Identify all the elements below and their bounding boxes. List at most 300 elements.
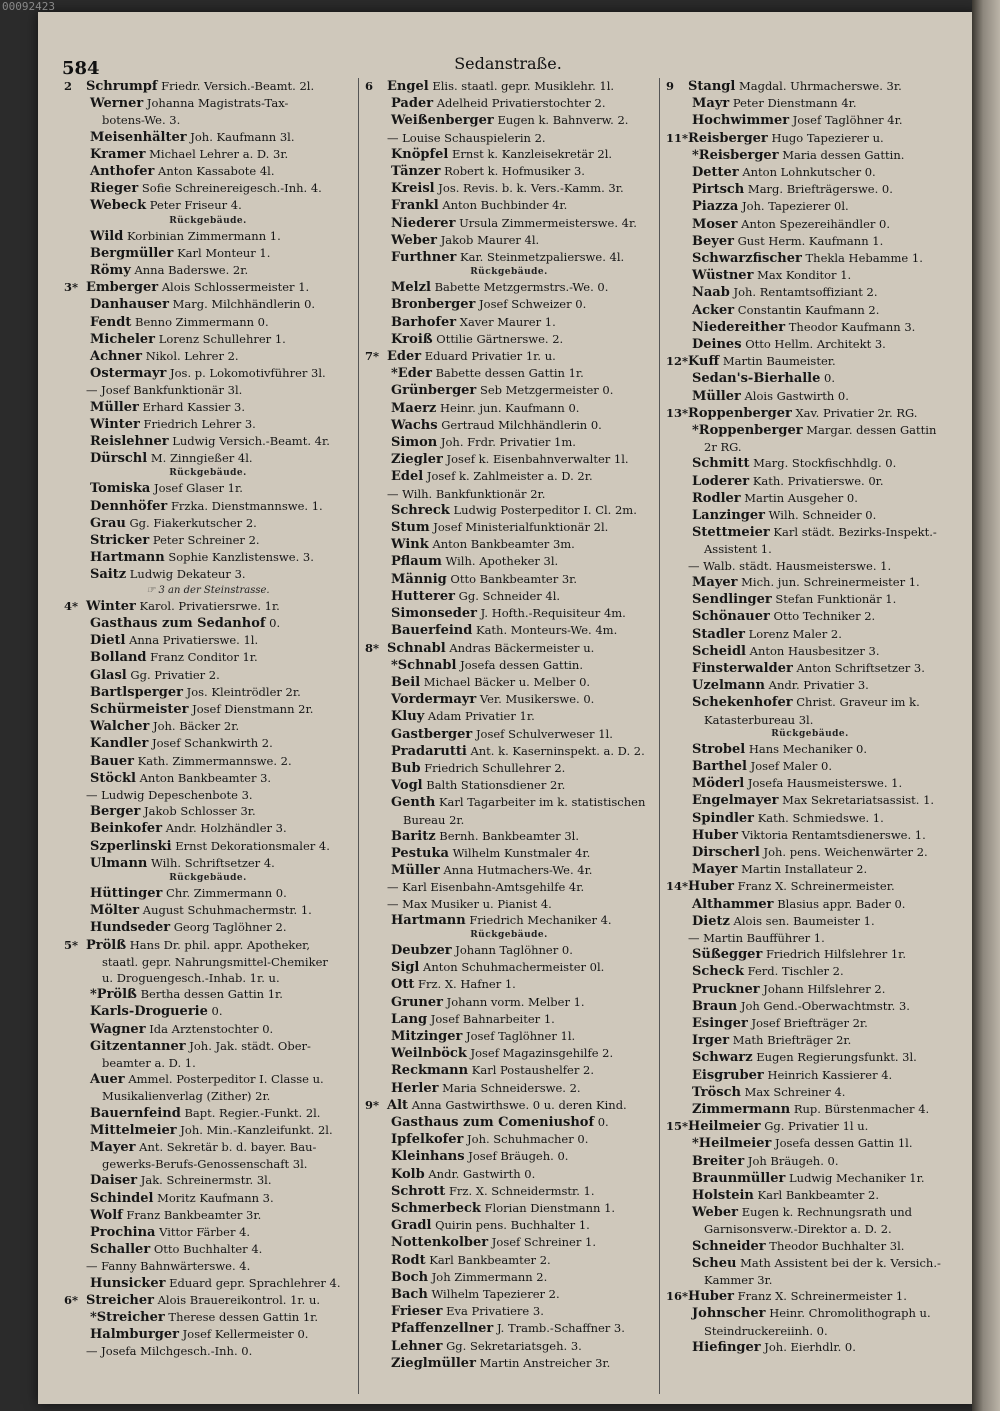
street-title: Sedanstraße. [454,54,562,73]
resident-details: Joh. Schuhmacher 0. [467,1132,589,1147]
resident-entry [64,1309,352,1326]
resident-details: Josefa dessen Gattin. [460,657,583,672]
resident-details: Babette dessen Gattin 1r. [435,366,584,381]
resident-name: Ziegler [391,452,443,468]
resident-details: Lorenz Schullehrer 1. [158,331,286,346]
resident-name: Emberger [86,280,159,296]
resident-details: Marg. Stockfischhdlg. 0. [753,456,897,471]
resident-details: Martin Installateur 2. [741,862,868,877]
resident-entry [365,400,653,417]
resident-entry [365,279,653,296]
resident-name: Walcher [90,719,150,735]
resident-name: Bronberger [391,297,476,313]
resident-details: Joh. Frdr. Privatier 1m. [440,435,576,450]
resident-entry [64,348,352,365]
book-edge [972,0,1000,1411]
resident-entry [365,674,653,691]
resident-entry [64,180,352,197]
resident-details: Joh Gend.-Oberwachtmstr. 3. [740,998,910,1013]
resident-entry [64,820,352,837]
resident-name: Deines [692,337,742,353]
resident-name: Stum [391,520,430,536]
resident-entry [666,574,954,591]
resident-name: Weißenberger [391,113,494,129]
resident-entry [64,770,352,787]
resident-entry [365,451,653,468]
resident-name: Roppenberger [688,405,792,421]
resident-entry [666,677,954,694]
resident-entry [365,468,653,485]
resident-entry [64,885,352,902]
entry-relative: — Max Musiker u. Pianist 4. [387,896,552,911]
resident-name: Römy [90,263,131,279]
resident-name: Halmburger [90,1327,180,1343]
resident-entry [64,163,352,180]
resident-details: Wilhelm Tapezierer 2. [431,1287,560,1302]
resident-details: 0. [269,615,281,630]
resident-entry [666,758,954,775]
resident-name: Piazza [692,199,739,215]
resident-entry [666,1204,954,1221]
resident-details: Lorenz Maler 2. [748,626,842,641]
resident-name: Bauerfeind [391,623,473,639]
resident-details: Magdal. Uhrmacherswe. 3r. [738,79,902,93]
resident-details: Benno Zimmermann 0. [135,314,269,329]
resident-entry [666,626,954,643]
resident-name: Bartlsperger [90,684,183,700]
resident-entry [64,416,352,433]
resident-details: Blasius appr. Bader 0. [777,896,906,911]
resident-name: Nottenkolber [391,1235,489,1251]
resident-name: Bergmüller [90,245,174,261]
resident-details: Otto Techniker 2. [773,609,876,624]
resident-details: Moritz Kaufmann 3. [157,1190,274,1205]
resident-details: Eugen k. Bahnverw. 2. [497,113,629,128]
resident-name: Möderl [692,776,745,792]
resident-name: Schönauer [692,609,770,625]
resident-name: Szperlinski [90,838,172,854]
resident-details: Math Assistent bei der k. Versich.- [740,1255,941,1270]
resident-details: Josef Ministerialfunktionär 2l. [433,520,609,535]
resident-entry [64,450,352,467]
resident-name: Frieser [391,1304,443,1320]
resident-details: Josef Magazinsgehilfe 2. [470,1046,614,1061]
house-number: 5* [64,937,79,952]
resident-details: Viktoria Rentamtsdienerswe. 1. [741,827,926,842]
resident-name: Furthner [391,250,457,266]
resident-details: Max Sekretariatsassist. 1. [782,793,935,808]
resident-entry [64,1122,352,1139]
resident-details: Therese dessen Gattin 1r. [168,1310,319,1325]
resident-name: Ulmann [90,855,148,871]
resident-name: Prochina [90,1225,156,1240]
resident-name: Hartmann [391,912,466,928]
resident-entry [64,279,352,296]
resident-entry [365,1028,653,1045]
resident-details: Eugen k. Rechnungsrath und [741,1205,913,1220]
resident-entry [666,1067,954,1084]
resident-name: Prölß [86,937,127,953]
resident-details: Alois Brauereikontrol. 1r. u. [157,1292,321,1307]
resident-entry [64,1021,352,1038]
resident-entry [365,1166,653,1183]
resident-entry [666,388,954,405]
resident-details: Friedr. Versich.-Beamt. 2l. [161,79,315,93]
entry-relative: — Karl Eisenbahn-Amtsgehilfe 4r. [387,880,585,895]
resident-name: Eisgruber [692,1067,764,1083]
resident-details: Xav. Privatier 2r. RG. [795,405,918,420]
resident-entry [365,1234,653,1251]
resident-name: Lanzinger [692,508,765,524]
resident-name: Glasl [90,667,127,683]
resident-details: M. Zinngießer 4l. [150,451,253,466]
entry-continuation: Kammer 3r. [704,1273,773,1288]
entry-continuation: Musikalienverlag (Zither) 2r. [102,1089,271,1104]
cross-reference-note: ☞ 3 an der Steinstrasse. [146,584,270,596]
resident-entry [365,197,653,214]
resident-details: Frz. X. Hafner 1. [418,977,516,992]
resident-details: Franz X. Schreinermeister 1. [737,1289,907,1304]
resident-name: Frankl [391,198,439,214]
entry-relative: — Walb. städt. Hausmeisterswe. 1. [688,558,892,573]
resident-name: Kramer [90,146,146,162]
resident-name: Braunmüller [692,1170,786,1186]
resident-details: Chr. Zimmermann 0. [166,885,287,900]
resident-entry [64,95,352,112]
resident-name: Dietl [90,633,126,649]
resident-name: Holstein [692,1188,754,1203]
resident-entry [666,1238,954,1255]
resident-entry [666,1084,954,1101]
resident-name: *Eder [391,366,432,382]
resident-name: Beyer [692,233,734,249]
resident-name: Strobel [692,741,746,757]
resident-details: Karl Monteur 1. [177,245,271,260]
resident-entry [666,643,954,660]
resident-entry [365,605,653,622]
resident-name: Trösch [692,1084,741,1100]
resident-entry [666,490,954,507]
resident-name: Acker [692,302,735,318]
resident-entry [365,180,653,197]
resident-name: Mayer [692,574,738,590]
resident-entry [365,862,653,879]
resident-details: Robert k. Hofmusiker 3. [444,164,585,179]
resident-details: Anna Hutmachers-We. 4r. [443,863,593,878]
resident-details: Friedrich Mechaniker 4. [469,912,612,927]
resident-details: Gust Herm. Kaufmann 1. [737,233,884,248]
resident-name: *Reisberger [692,147,779,163]
resident-entry [64,1207,352,1224]
resident-name: Mölter [90,903,140,919]
resident-details: Bertha dessen Gattin 1r. [140,987,283,1002]
resident-details: Anton Kassabote 4l. [158,164,275,179]
resident-name: Tomiska [90,481,151,497]
resident-entry [666,827,954,844]
resident-details: Frzka. Dienstmannswe. 1. [170,498,323,513]
resident-name: *Streicher [90,1310,165,1326]
resident-details: Josef k. Eisenbahnverwalter 1l. [446,452,629,467]
resident-entry [365,1286,653,1303]
resident-name: Streicher [86,1292,154,1308]
resident-entry [365,417,653,434]
resident-details: Sophie Kanzlistenswe. 3. [168,550,314,565]
resident-entry [666,267,954,284]
resident-details: Josef Schweizer 0. [479,297,587,312]
resident-name: Pfaffenzellner [391,1321,494,1337]
house-number: 14* [666,879,689,894]
resident-name: Edel [391,469,424,485]
column-2 [358,78,659,1394]
resident-entry [365,78,653,95]
resident-details: Michael Bäcker u. Melber 0. [423,674,591,689]
entry-relative: — Ludwig Depeschenbote 3. [86,787,253,802]
resident-entry [365,1114,653,1131]
resident-details: Kar. Steinmetzpalierswe. 4l. [460,250,625,265]
resident-name: Müller [90,399,139,415]
resident-details: Friedrich Lehrer 3. [143,416,256,431]
resident-name: Scheu [692,1255,737,1271]
resident-details: Adam Privatier 1r. [427,709,535,724]
resident-details: Friedrich Schullehrer 2. [424,760,566,775]
resident-details: Jos. Kleintrödler 2r. [186,684,301,699]
resident-name: Rodler [692,490,741,506]
resident-entry [666,1118,954,1135]
resident-name: Dürschl [90,451,148,467]
resident-details: 0. [597,1114,609,1129]
entry-continuation: u. Droguengesch.-Inhab. 1r. u. [102,970,280,985]
resident-name: Daiser [90,1173,138,1189]
resident-details: Karol. Privatiersrwe. 1r. [139,598,280,613]
resident-name: Karls-Droguerie [90,1004,208,1020]
resident-name: Barthel [692,758,747,774]
resident-details: Joh. Eierhdlr. 0. [764,1339,856,1354]
house-number: 4* [64,598,79,613]
resident-details: Quirin pens. Buchhalter 1. [435,1218,590,1233]
house-number: 6* [64,1292,79,1307]
resident-details: Gg. Privatier 1l u. [764,1119,869,1134]
resident-entry [365,146,653,163]
resident-details: Elis. staatl. gepr. Musiklehr. 1l. [432,79,615,93]
resident-name: Kreisl [391,181,435,197]
resident-name: Achner [90,349,143,365]
resident-details: Bapt. Regier.-Funkt. 2l. [184,1105,321,1120]
resident-entry [666,1255,954,1272]
resident-entry [666,164,954,181]
resident-name: Breiter [692,1153,745,1169]
resident-details: Kath. Zimmermannswe. 2. [137,753,292,768]
resident-entry [666,1187,954,1204]
resident-details: Martin Anstreicher 3r. [479,1355,611,1370]
resident-entry [64,1326,352,1343]
resident-details: Anton Schriftsetzer 3. [796,660,925,675]
resident-entry [64,296,352,313]
house-number: 3* [64,280,79,295]
resident-entry [365,249,653,266]
resident-name: Sedan's-Bierhalle [692,371,821,387]
resident-name: Vordermayr [391,692,477,708]
resident-entry [666,591,954,608]
resident-details: Joh. Tapezierer 0l. [741,199,849,214]
resident-name: Deubzer [391,942,452,958]
column-1 [58,78,358,1394]
resident-details: Karl städt. Bezirks-Inspekt.- [773,525,937,540]
resident-name: Niederer [391,215,456,231]
resident-details: Josef Glaser 1r. [153,481,243,496]
resident-entry [64,701,352,718]
resident-name: Eder [387,349,422,365]
resident-entry [365,553,653,570]
resident-name: Herler [391,1080,439,1096]
resident-entry [666,1015,954,1032]
resident-entry [365,657,653,674]
resident-details: Ludwig Dekateur 3. [129,567,246,582]
resident-name: Alt [387,1097,409,1113]
resident-name: Fendt [90,314,132,330]
resident-entry [666,216,954,233]
resident-entry [666,405,954,422]
resident-details: Joh Zimmermann 2. [431,1269,548,1284]
resident-name: Dirscherl [692,844,760,860]
resident-name: Stöckl [90,770,136,786]
resident-details: Maria dessen Gattin. [782,147,905,162]
resident-entry [64,649,352,666]
section-heading: Rückgebäude. [470,929,548,940]
resident-details: Michael Lehrer a. D. 3r. [149,146,289,161]
resident-details: Alois Schlossermeister 1. [161,280,310,295]
resident-details: Marg. Milchhändlerin 0. [172,297,316,312]
resident-entry [365,1097,653,1114]
entry-relative: — Josef Bankfunktionär 3l. [86,383,243,398]
resident-details: Karl Bankbeamter 2. [429,1252,551,1267]
resident-name: Schmitt [692,456,750,472]
resident-details: Frz. X. Schneidermstr. 1. [448,1183,595,1198]
resident-entry [64,1105,352,1122]
resident-entry [365,622,653,639]
resident-details: Florian Dienstmann 1. [484,1201,616,1215]
resident-entry [64,1224,352,1241]
resident-name: Hochwimmer [692,113,790,129]
resident-name: Müller [692,388,741,404]
resident-name: Lang [391,1011,428,1027]
resident-entry [64,498,352,515]
resident-details: Martin Baumeister. [722,354,836,369]
resident-name: Dennhöfer [90,498,168,514]
section-heading: Rückgebäude. [169,215,247,226]
resident-name: Hartmann [90,550,165,566]
resident-name: Pflaum [391,554,442,570]
resident-entry [365,434,653,451]
resident-details: Eduard gepr. Sprachlehrer 4. [169,1275,341,1290]
resident-name: Kandler [90,736,149,752]
resident-name: Stettmeier [692,525,770,541]
resident-entry [365,163,653,180]
resident-entry [365,1303,653,1320]
resident-details: Eva Privatiere 3. [446,1304,544,1319]
resident-details: Ottilie Gärtnerswe. 2. [436,331,564,346]
resident-name: Wagner [90,1021,146,1037]
resident-details: Gg. Schneider 4l. [458,588,561,603]
resident-entry [666,302,954,319]
page-header [58,50,958,78]
entry-continuation: Garnisonsverw.-Direktor a. D. 2. [704,1222,892,1237]
resident-name: Simon [391,435,438,451]
resident-name: Pradarutti [391,743,467,759]
resident-entry [64,632,352,649]
resident-entry [64,566,352,583]
resident-entry [64,262,352,279]
resident-entry [365,571,653,588]
resident-details: Heinr. jun. Kaufmann 0. [439,400,580,415]
resident-entry [666,1305,954,1322]
resident-name: Weber [391,232,438,248]
house-number: 13* [666,405,689,420]
resident-name: Schreck [391,502,450,518]
resident-entry [64,78,352,95]
resident-details: 0. [824,371,836,386]
resident-entry [365,976,653,993]
resident-details: Anna Gastwirthswe. 0 u. deren Kind. [411,1097,627,1112]
resident-details: Anton Schuhmachermeister 0l. [423,960,605,975]
entry-continuation: Katasterbureau 3l. [704,712,814,727]
resident-name: Pruckner [692,981,760,997]
resident-details: Anton Hausbesitzer 3. [749,643,880,658]
entry-continuation: Steindruckereiinh. 0. [704,1323,828,1338]
resident-details: Josef Briefträger 2r. [751,1015,868,1030]
resident-name: Schneider [692,1238,766,1254]
resident-entry [666,336,954,353]
resident-name: Micheler [90,331,156,347]
resident-name: *Prölß [90,987,137,1003]
resident-name: Kroiß [391,331,433,347]
resident-name: Mittelmeier [90,1122,177,1138]
house-number: 2 [64,79,73,93]
resident-entry [666,473,954,490]
house-number: 15* [666,1119,689,1134]
resident-details: Joh. Jak. städt. Ober- [189,1038,311,1053]
resident-name: Maerz [391,400,437,416]
resident-name: Reislehner [90,434,169,450]
resident-details: Ammel. Posterpeditor I. Classe u. [128,1072,324,1087]
resident-details: Ludwig Versich.-Beamt. 4r. [172,434,330,449]
resident-details: August Schuhmachermstr. 1. [142,903,312,918]
resident-name: *Schnabl [391,657,457,673]
resident-name: Tänzer [391,164,441,180]
resident-details: Wilh. Schneider 0. [768,508,877,523]
resident-details: Josef k. Zahlmeister a. D. 2r. [426,469,593,484]
resident-name: Hüttinger [90,885,163,901]
resident-entry [64,228,352,245]
resident-name: Zieglmüller [391,1355,476,1371]
entry-relative: — Wilh. Bankfunktionär 2r. [387,486,546,501]
resident-name: Melzl [391,280,431,296]
resident-details: Andr. Privatier 3. [768,678,869,693]
resident-details: Joh. Kaufmann 3l. [190,129,295,144]
resident-entry [64,515,352,532]
resident-name: Bach [391,1287,428,1303]
resident-entry [666,353,954,370]
resident-entry [365,1200,653,1217]
resident-details: Wilhelm Kunstmaler 4r. [452,845,591,860]
resident-details: Ernst k. Kanzleisekretär 2l. [451,146,613,161]
resident-name: Hunsicker [90,1275,166,1291]
resident-details: Eugen Regierungsfunkt. 3l. [756,1050,917,1065]
resident-details: Maria Schneiderswe. 2. [442,1080,581,1095]
resident-details: Christ. Graveur im k. [796,695,920,710]
resident-details: Balth Stationsdiener 2r. [426,778,566,793]
resident-entry [64,129,352,146]
resident-details: Peter Friseur 4. [149,198,242,213]
